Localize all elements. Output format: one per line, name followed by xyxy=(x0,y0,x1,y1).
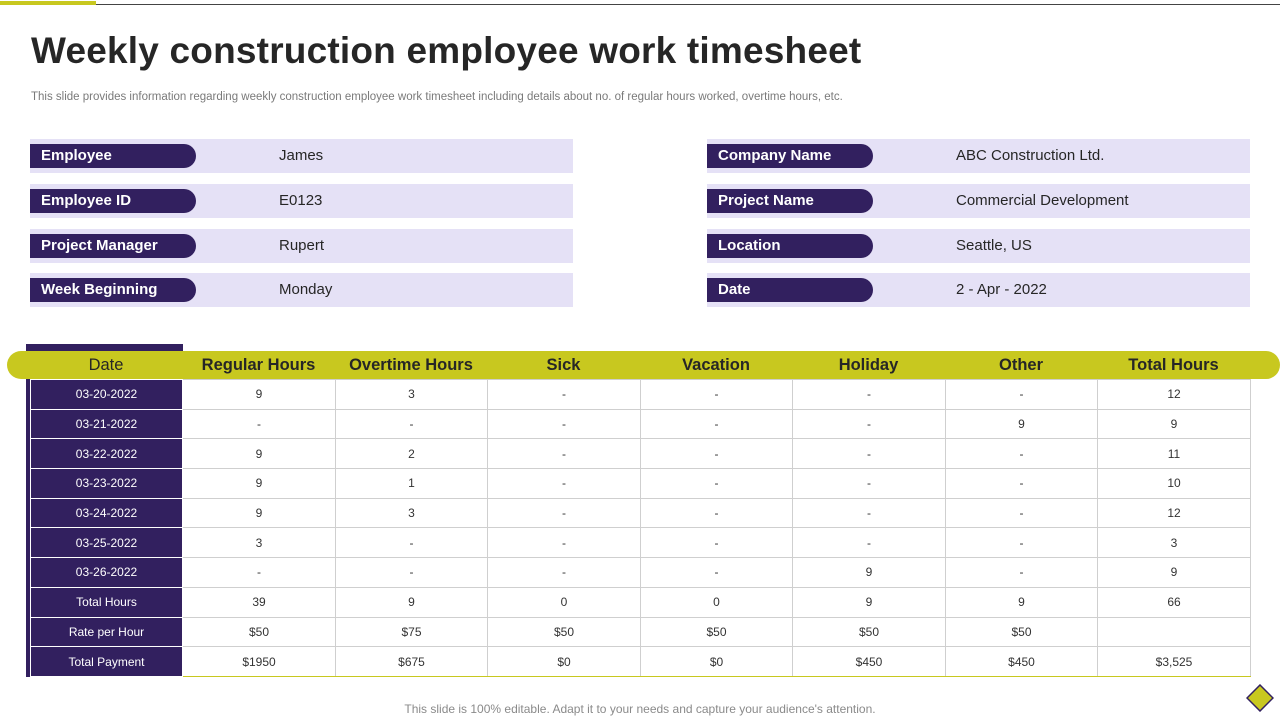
row-label-cell: 03-21-2022 xyxy=(31,409,183,439)
info-row-company-name xyxy=(707,139,1250,173)
table-cell: - xyxy=(793,498,946,528)
column-header-date: Date xyxy=(88,356,124,374)
table-cell: - xyxy=(183,409,336,439)
table-cell: $450 xyxy=(793,647,946,677)
table-cell: - xyxy=(641,469,793,499)
page-subtitle: This slide provides information regarding weekly construction employee work timesheet including details about no. of regular hours worked, overtime hours, etc. xyxy=(31,91,843,103)
column-header-sick: Sick xyxy=(546,356,581,374)
table-cell: - xyxy=(488,409,641,439)
info-value: Rupert xyxy=(279,237,325,254)
table-cell: - xyxy=(336,409,488,439)
diamond-icon xyxy=(1246,684,1274,712)
table-row xyxy=(31,587,1251,617)
table-cell: - xyxy=(946,439,1098,469)
row-label-cell: 03-26-2022 xyxy=(31,558,183,588)
table-cell: - xyxy=(641,528,793,558)
table-row xyxy=(31,409,1251,439)
table-cell: - xyxy=(946,498,1098,528)
table-cell: 9 xyxy=(793,558,946,588)
table-cell: - xyxy=(793,528,946,558)
table-cell: 9 xyxy=(183,380,336,410)
table-cell: $50 xyxy=(488,617,641,647)
table-cell: $450 xyxy=(946,647,1098,677)
table-cell: 11 xyxy=(1098,439,1251,469)
info-label: Location xyxy=(707,234,873,258)
table-cell: - xyxy=(488,439,641,469)
info-row-project-manager xyxy=(30,229,573,263)
table-cell xyxy=(1098,617,1251,647)
info-value: James xyxy=(279,147,324,164)
column-header-vacation: Vacation xyxy=(682,356,750,374)
table-cell: - xyxy=(488,469,641,499)
table-cell: - xyxy=(793,380,946,410)
table-cell: 3 xyxy=(183,528,336,558)
info-row-employee xyxy=(30,139,573,173)
table-cell: - xyxy=(946,528,1098,558)
table-cell: 3 xyxy=(336,498,488,528)
table-cell: 3 xyxy=(336,380,488,410)
info-label: Employee ID xyxy=(30,189,196,213)
row-label-cell: 03-20-2022 xyxy=(31,380,183,410)
table-cell: - xyxy=(946,380,1098,410)
info-value: E0123 xyxy=(279,192,323,209)
table-row xyxy=(31,380,1251,410)
table-cell: - xyxy=(336,558,488,588)
table-cell: $0 xyxy=(641,647,793,677)
top-accent-bar xyxy=(0,1,96,5)
table-cell: - xyxy=(488,498,641,528)
info-value: 2 - Apr - 2022 xyxy=(956,281,1047,298)
info-value: Commercial Development xyxy=(956,192,1129,209)
table-cell: - xyxy=(488,380,641,410)
table-cell: 9 xyxy=(946,587,1098,617)
table-cell: 9 xyxy=(1098,409,1251,439)
table-row xyxy=(31,498,1251,528)
column-header-other: Other xyxy=(998,356,1043,374)
row-label-cell: 03-23-2022 xyxy=(31,469,183,499)
table-cell: 0 xyxy=(488,587,641,617)
table-cell: $50 xyxy=(641,617,793,647)
info-label: Date xyxy=(707,278,873,302)
table-cell: - xyxy=(946,469,1098,499)
table-cell: $1950 xyxy=(183,647,336,677)
info-label: Project Name xyxy=(707,189,873,213)
table-row xyxy=(31,617,1251,647)
table-cell: - xyxy=(488,558,641,588)
info-value: ABC Construction Ltd. xyxy=(956,147,1105,164)
table-cell: - xyxy=(641,409,793,439)
table-cell: - xyxy=(336,528,488,558)
table-cell: 9 xyxy=(946,409,1098,439)
table-cell: - xyxy=(793,439,946,469)
table-row xyxy=(31,647,1251,677)
table-cell: $3,525 xyxy=(1098,647,1251,677)
info-value: Seattle, US xyxy=(956,237,1032,254)
table-cell: $50 xyxy=(183,617,336,647)
column-header-regular-hours: Regular Hours xyxy=(201,356,316,374)
info-label: Employee xyxy=(30,144,196,168)
row-label-cell: 03-22-2022 xyxy=(31,439,183,469)
row-label-cell: Total Payment xyxy=(31,647,183,677)
table-cell: 9 xyxy=(336,587,488,617)
row-label-cell: Total Hours xyxy=(31,587,183,617)
column-header-overtime-hours: Overtime Hours xyxy=(349,356,473,374)
table-cell: - xyxy=(793,469,946,499)
table-row xyxy=(31,469,1251,499)
table-cell: 9 xyxy=(183,439,336,469)
table-cell: - xyxy=(793,409,946,439)
table-cell: 9 xyxy=(793,587,946,617)
info-row-week-beginning xyxy=(30,273,573,307)
table-cell: $75 xyxy=(336,617,488,647)
table-cell: $50 xyxy=(793,617,946,647)
table-cell: - xyxy=(946,558,1098,588)
info-row-project-name xyxy=(707,184,1250,218)
table-row xyxy=(31,439,1251,469)
column-header-holiday: Holiday xyxy=(838,356,899,374)
table-cell: 1 xyxy=(336,469,488,499)
info-row-date xyxy=(707,273,1250,307)
table-cell: 0 xyxy=(641,587,793,617)
table-cell: 12 xyxy=(1098,498,1251,528)
info-value: Monday xyxy=(279,281,333,298)
table-row xyxy=(31,528,1251,558)
table-cell: - xyxy=(641,558,793,588)
table-cell: $0 xyxy=(488,647,641,677)
page-title: Weekly construction employee work timesheet xyxy=(31,30,862,71)
footer-note: This slide is 100% editable. Adapt it to your needs and capture your audience's attention. xyxy=(404,702,876,716)
info-label: Company Name xyxy=(707,144,873,168)
info-label: Project Manager xyxy=(30,234,196,258)
table-cell: - xyxy=(641,380,793,410)
table-cell: - xyxy=(183,558,336,588)
table-cell: $50 xyxy=(946,617,1098,647)
table-cell: $675 xyxy=(336,647,488,677)
info-row-employee-id xyxy=(30,184,573,218)
table-cell: 12 xyxy=(1098,380,1251,410)
row-label-cell: 03-24-2022 xyxy=(31,498,183,528)
table-cell: - xyxy=(641,498,793,528)
table-cell: - xyxy=(641,439,793,469)
table-cell: 9 xyxy=(183,469,336,499)
table-cell: 9 xyxy=(1098,558,1251,588)
timesheet-table xyxy=(30,379,1251,677)
column-header-total-hours: Total Hours xyxy=(1128,356,1219,374)
table-cell: 39 xyxy=(183,587,336,617)
table-cell: - xyxy=(488,528,641,558)
row-label-cell: 03-25-2022 xyxy=(31,528,183,558)
top-rule xyxy=(0,4,1280,5)
table-cell: 9 xyxy=(183,498,336,528)
table-cell: 66 xyxy=(1098,587,1251,617)
table-cell: 3 xyxy=(1098,528,1251,558)
info-label: Week Beginning xyxy=(30,278,196,302)
info-row-location xyxy=(707,229,1250,263)
table-cell: 2 xyxy=(336,439,488,469)
table-row xyxy=(31,558,1251,588)
row-label-cell: Rate per Hour xyxy=(31,617,183,647)
table-cell: 10 xyxy=(1098,469,1251,499)
